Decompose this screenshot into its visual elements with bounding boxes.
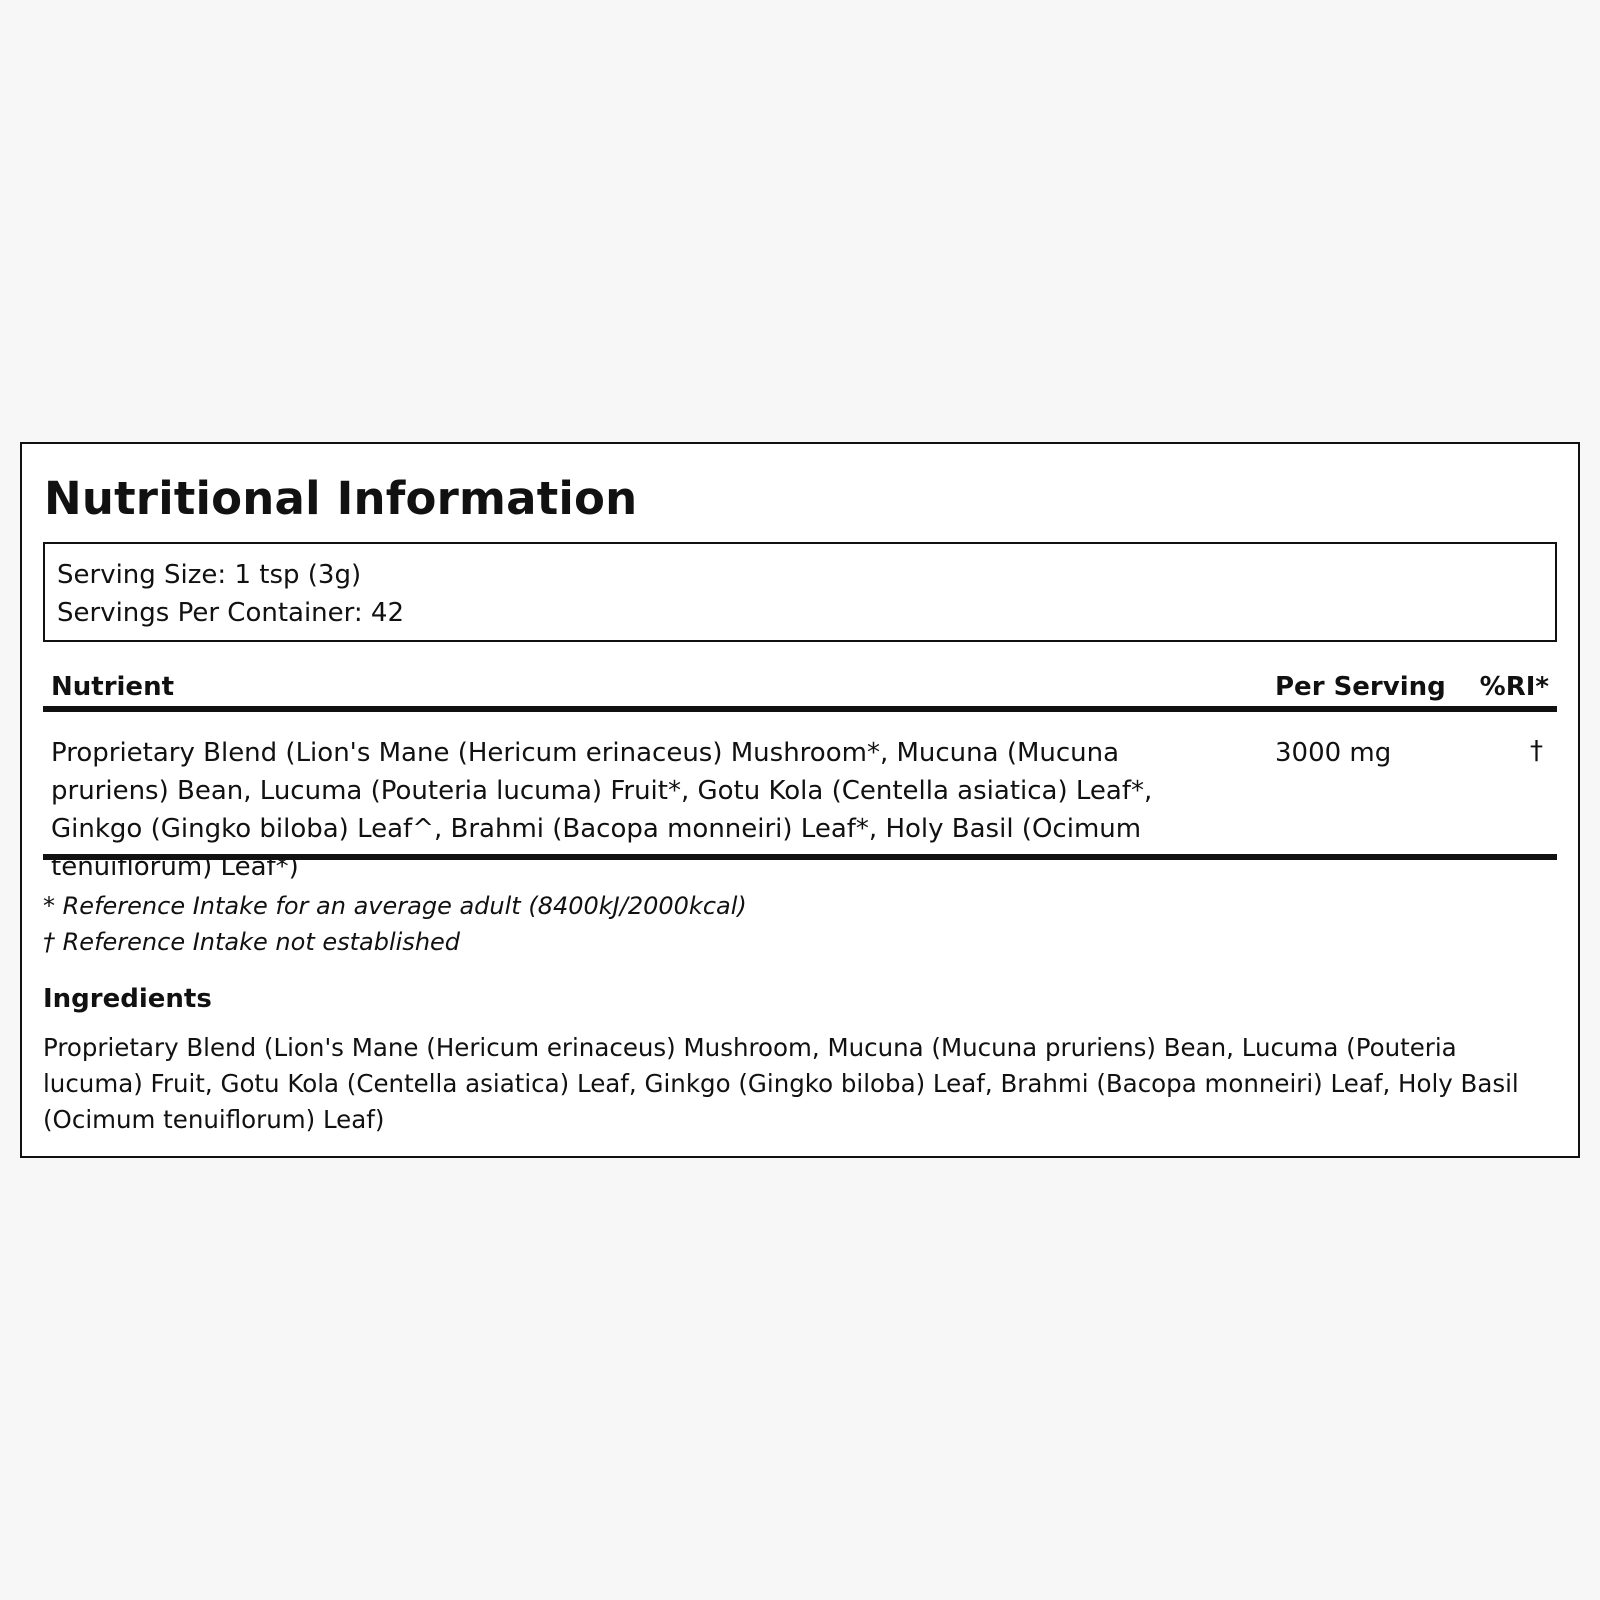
row-per-serving: 3000 mg	[1275, 738, 1392, 768]
serving-info-box	[43, 542, 1557, 642]
table-header	[43, 662, 1557, 712]
page-title: Nutritional Information	[44, 472, 638, 525]
nutrient-table	[43, 662, 1557, 882]
header-per-serving: Per Serving	[1275, 672, 1446, 702]
footnote-not-established: † Reference Intake not established	[43, 928, 461, 956]
ingredients-text: Proprietary Blend (Lion's Mane (Hericum erinaceus) Mushroom, Mucuna (Mucuna pruriens) Bean, Lucuma (Pouteria lucuma) Fruit, Gotu Kola (Centella asiatica) Leaf, Ginkgo (Gingko biloba) Leaf, Brahmi (Bacopa monneiri) Leaf, Holy Basil (Ocimum tenuiflorum) Leaf)	[43, 1033, 1519, 1134]
footnote-reference-intake: * Reference Intake for an average adult (8400kJ/2000kcal)	[43, 892, 747, 920]
header-ri: %RI*	[1479, 672, 1549, 702]
header-nutrient: Nutrient	[51, 672, 175, 702]
row-nutrient: Proprietary Blend (Lion's Mane (Hericum erinaceus) Mushroom*, Mucuna (Mucuna pruriens) Bean, Lucuma (Pouteria lucuma) Fruit*, Gotu Kola (Centella asiatica) Leaf*, Ginkgo (Gingko biloba) Leaf^, Brahmi (Bacopa monneiri) Leaf*, Holy Basil (Ocimum tenuiflorum) Leaf*)	[51, 738, 1153, 882]
row-ri: †	[1530, 736, 1543, 766]
nutrition-panel	[20, 442, 1580, 1158]
footnotes	[43, 888, 747, 960]
serving-size: Serving Size: 1 tsp (3g)	[57, 560, 362, 590]
ingredients-heading: Ingredients	[43, 984, 212, 1014]
servings-per-container: Servings Per Container: 42	[57, 598, 405, 628]
table-row	[43, 712, 1557, 882]
